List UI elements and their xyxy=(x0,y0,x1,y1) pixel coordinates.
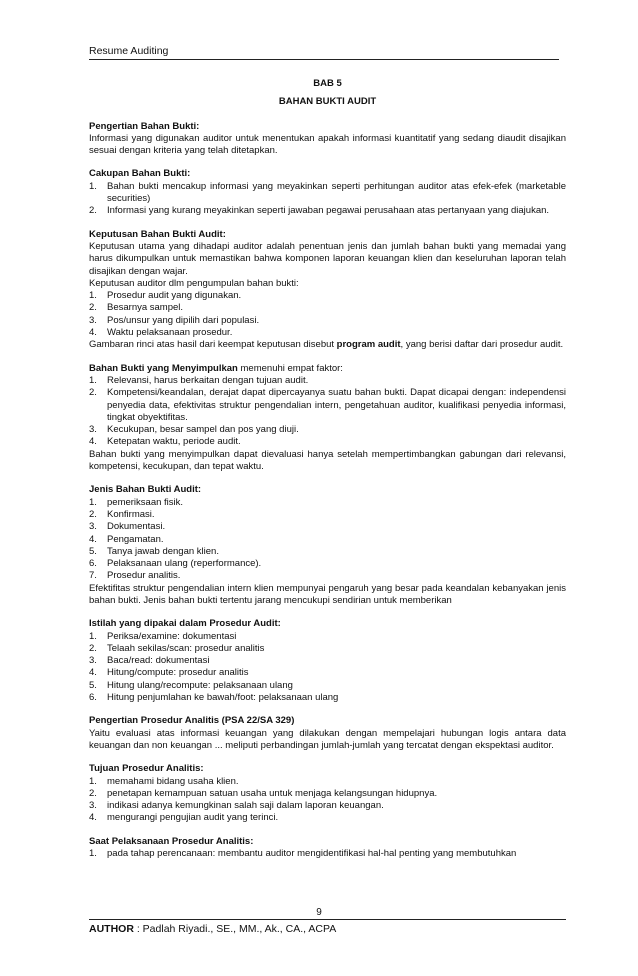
list-item-number: 3. xyxy=(89,314,97,326)
list-item-number: 3. xyxy=(89,655,97,667)
paragraph: Informasi yang digunakan auditor untuk menentukan apakah informasi kuantitatif yang sedang diaudit disajikan sesuai dengan kriteria yang telah ditetapkan. xyxy=(89,132,566,157)
list-item xyxy=(89,509,566,521)
list-item-text: Hitung ulang/recompute: pelaksanaan ulang xyxy=(107,679,293,691)
section-heading: Tujuan Prosedur Analitis: xyxy=(89,763,204,775)
list-item-text: Besarnya sampel. xyxy=(107,302,184,314)
list-item xyxy=(89,800,566,812)
list-item-text: Bahan bukti mencakup informasi yang meyakinkan seperti perhitungan auditor atas efek-efek (marketable securities) xyxy=(107,180,566,205)
list-item-text: Hitung penjumlahan ke bawah/foot: pelaksanaan ulang xyxy=(107,692,339,704)
list-item-text: Prosedur audit yang digunakan. xyxy=(107,290,242,302)
list-item-text: mengurangi pengujian audit yang terinci. xyxy=(107,812,279,824)
list-item xyxy=(89,692,566,704)
author-text: : Padlah Riyadi., SE., MM., Ak., CA., ACPA xyxy=(133,923,337,935)
list-item xyxy=(89,315,566,327)
list-item xyxy=(89,436,566,448)
list-item xyxy=(89,424,566,436)
list-item-text: Dokumentasi. xyxy=(107,521,166,533)
bold-term: program audit xyxy=(336,339,401,351)
list-item-number: 1. xyxy=(89,374,97,386)
list xyxy=(89,776,566,825)
list-item-number: 1. xyxy=(89,848,97,860)
list-item-number: 7. xyxy=(89,570,97,582)
list-item-number: 3. xyxy=(89,521,97,533)
paragraph: Efektifitas struktur pengendalian intern klien mempunyai pengaruh yang besar pada keandalan kebanyakan jenis bahan bukti. Jenis bahan bukti tertentu jarang mencukupi sendirian untuk memberikan xyxy=(89,582,566,606)
list-item-text: Kompetensi/keandalan, derajat dapat dipercayanya suatu bahan bukti. Dapat dicapai dengan: independensi penyedia data, efektivitas struktur pengendalian intern, pengetahuan auditor, kualifikasi penyedia informasi, tingkat obyektifitas. xyxy=(107,387,566,423)
list-item-number: 4. xyxy=(89,812,97,824)
section-heading: Istilah yang dipakai dalam Prosedur Audit: xyxy=(89,618,281,630)
list-item-text: indikasi adanya kemungkinan salah saji dalam laporan keuangan. xyxy=(107,800,384,812)
text-run: Gambaran rinci atas hasil dari keempat keputusan disebut xyxy=(89,339,337,351)
list-item-number: 1. xyxy=(89,290,97,302)
author-label: AUTHOR xyxy=(89,923,134,935)
list-item xyxy=(89,812,566,824)
list-item-number: 4. xyxy=(89,533,97,545)
list xyxy=(89,290,566,339)
list-item-number: 2. xyxy=(89,508,97,520)
list-item-text: Telaah sekilas/scan: prosedur analitis xyxy=(107,642,265,654)
section-heading: Keputusan Bahan Bukti Audit: xyxy=(89,228,226,240)
footer-divider xyxy=(89,919,566,920)
list-item-number: 1. xyxy=(89,180,97,192)
list-item-number: 2. xyxy=(89,642,97,654)
list-item-text: Konfirmasi. xyxy=(107,508,155,520)
list-item-number: 4. xyxy=(89,436,97,448)
paragraph: Bahan bukti yang menyimpulkan dapat dievaluasi hanya setelah mempertimbangkan gabungan dari relevansi, kompetensi, kecukupan, dan tepat waktu. xyxy=(89,448,566,473)
list-item-text: Pelaksanaan ulang (reperformance). xyxy=(107,558,262,570)
list-item xyxy=(89,327,566,339)
heading-bold: Bahan Bukti yang Menyimpulkan xyxy=(89,362,238,374)
list-item-text: pemeriksaan fisik. xyxy=(107,496,184,508)
chapter-number: BAB 5 xyxy=(313,78,342,89)
list-item-text: memahami bidang usaha klien. xyxy=(107,775,239,787)
paragraph: Yaitu evaluasi atas informasi keuangan yang dilakukan dengan mempelajari hubungan logis antara data keuangan dan non keuangan ... meliputi perbandingan jumlah-jumlah yang tercatat dengan ekspektasi auditor. xyxy=(89,727,566,751)
list-item xyxy=(89,375,566,387)
list-item-number: 2. xyxy=(89,302,97,314)
list-item-text: penetapan kemampuan satuan usaha untuk menjaga kelangsungan hidupnya. xyxy=(107,787,438,799)
list-item xyxy=(89,546,566,558)
list-item xyxy=(89,558,566,570)
list-item-number: 2. xyxy=(89,387,97,399)
list-item xyxy=(89,848,566,860)
list-item-number: 5. xyxy=(89,545,97,557)
list-item-text: Baca/read: dokumentasi xyxy=(107,655,210,667)
heading-rest: memenuhi empat faktor: xyxy=(237,362,343,374)
list-item-text: pada tahap perencanaan: membantu auditor mengidentifikasi hal-hal penting yang membutuhkan xyxy=(107,848,517,860)
chapter-title: BAHAN BUKTI AUDIT xyxy=(278,96,377,108)
list-item xyxy=(89,181,566,206)
section-heading: Cakupan Bahan Bukti: xyxy=(89,168,191,180)
list-item-text: Kecukupan, besar sampel dan pos yang diuji. xyxy=(107,424,299,436)
list-item xyxy=(89,680,566,692)
list-item-number: 3. xyxy=(89,424,97,436)
list-item-number: 4. xyxy=(89,327,97,339)
list xyxy=(89,848,566,860)
list-item-number: 1. xyxy=(89,496,97,508)
list-item-text: Periksa/examine: dokumentasi xyxy=(107,630,237,642)
page-number: 9 xyxy=(316,907,322,918)
list-item-text: Prosedur analitis. xyxy=(107,570,181,582)
list-item xyxy=(89,302,566,314)
list xyxy=(89,181,566,218)
list-item-number: 6. xyxy=(89,558,97,570)
list-item xyxy=(89,643,566,655)
section-heading: Pengertian Prosedur Analitis (PSA 22/SA 329) xyxy=(89,715,295,727)
section-heading: Saat Pelaksanaan Prosedur Analitis: xyxy=(89,835,254,847)
list xyxy=(89,375,566,449)
paragraph: Keputusan auditor dlm pengumpulan bahan bukti: xyxy=(89,277,299,289)
header-title: Resume Auditing xyxy=(89,45,169,57)
paragraph: Keputusan utama yang dihadapi auditor adalah penentuan jenis dan jumlah bahan bukti yang memadai yang harus dikumpulkan untuk memastikan bahwa komponen laporan keuangan klien dan keseluruhan laporan telah disajikan dengan wajar. xyxy=(89,240,566,277)
list-item-number: 5. xyxy=(89,679,97,691)
list-item xyxy=(89,667,566,679)
text-run: , yang berisi daftar dari prosedur audit. xyxy=(400,339,564,351)
list-item-number: 6. xyxy=(89,692,97,704)
list-item-text: Ketepatan waktu, periode audit. xyxy=(107,436,241,448)
list-item-number: 1. xyxy=(89,630,97,642)
section-heading: Pengertian Bahan Bukti: xyxy=(89,120,200,132)
list-item xyxy=(89,570,566,582)
section-heading: Jenis Bahan Bukti Audit: xyxy=(89,484,202,496)
list-item-text: Tanya jawab dengan klien. xyxy=(107,545,219,557)
list-item xyxy=(89,497,566,509)
list-item-text: Pos/unsur yang dipilih dari populasi. xyxy=(107,314,260,326)
list-item-text: Pengamatan. xyxy=(107,533,164,545)
list xyxy=(89,497,566,583)
running-header xyxy=(89,45,559,60)
section-heading xyxy=(89,363,566,375)
list-item-number: 2. xyxy=(89,205,97,217)
list-item xyxy=(89,655,566,667)
list xyxy=(89,631,566,705)
list-item xyxy=(89,631,566,643)
list-item xyxy=(89,788,566,800)
list-item xyxy=(89,521,566,533)
list-item-number: 1. xyxy=(89,775,97,787)
list-item-text: Waktu pelaksanaan prosedur. xyxy=(107,327,233,339)
list-item xyxy=(89,290,566,302)
list-item-number: 3. xyxy=(89,800,97,812)
list-item xyxy=(89,534,566,546)
list-item-number: 4. xyxy=(89,667,97,679)
list-item xyxy=(89,387,566,424)
page-content xyxy=(89,78,566,860)
list-item-text: Informasi yang kurang meyakinkan seperti jawaban pegawai perusahaan atas pertanyaan yang diajukan. xyxy=(107,205,550,217)
list-item xyxy=(89,776,566,788)
list-item xyxy=(89,205,566,217)
list-item-number: 2. xyxy=(89,787,97,799)
footer-author xyxy=(89,923,336,935)
list-item-text: Hitung/compute: prosedur analitis xyxy=(107,667,249,679)
paragraph xyxy=(89,339,566,351)
list-item-text: Relevansi, harus berkaitan dengan tujuan audit. xyxy=(107,374,309,386)
